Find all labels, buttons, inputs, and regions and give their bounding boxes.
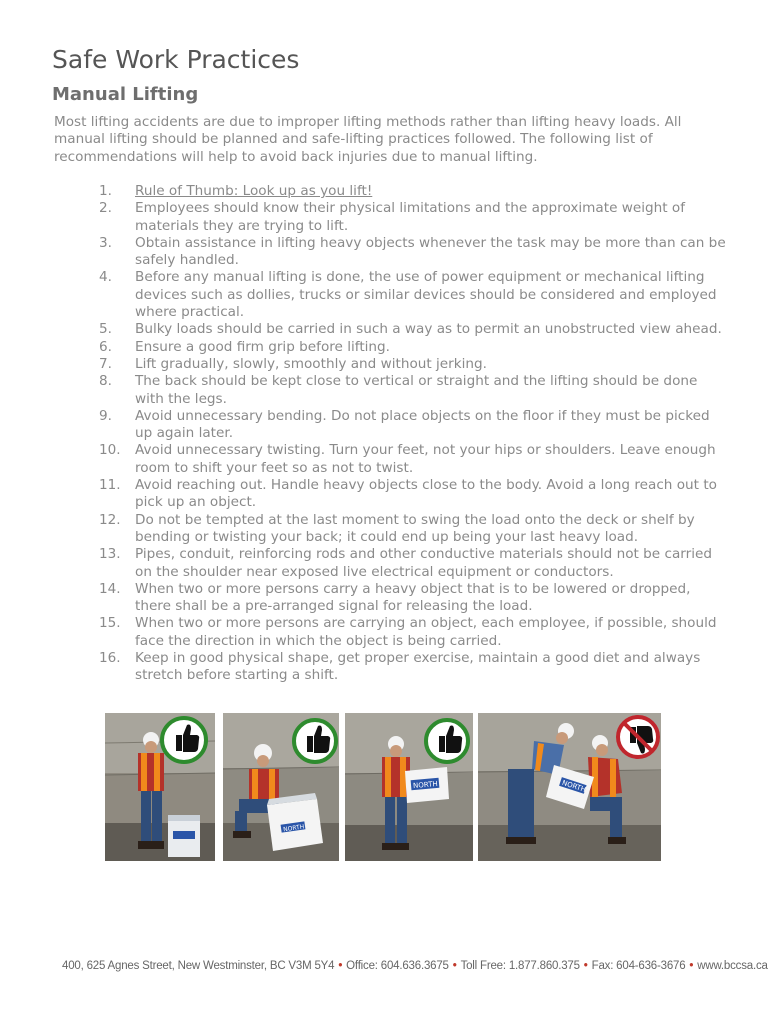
list-item xyxy=(96,408,726,443)
list-text: Ensure a good firm grip before lifting. xyxy=(135,338,391,355)
separator-bullet: • xyxy=(452,960,457,972)
footer-website[interactable]: www.bccsa.ca xyxy=(697,960,768,972)
separator-bullet: • xyxy=(338,960,343,972)
list-number: 1. xyxy=(99,183,112,199)
list-number: 4. xyxy=(99,269,112,286)
list-item xyxy=(96,321,726,338)
list-text: Bulky loads should be carried in such a way as to permit an unobstructed view ahead. xyxy=(135,321,722,338)
photo-carry-box xyxy=(345,713,473,861)
list-text: When two or more persons carry a heavy object that is to be lowered or dropped, there shall be a pre-arranged signal for releasing the load. xyxy=(135,580,691,615)
list-text: Avoid unnecessary twisting. Turn your feet, not your hips or shoulders. Leave enough room to shift your feet so as not to twist. xyxy=(135,442,716,476)
list-item xyxy=(96,373,726,408)
list-item xyxy=(96,235,726,270)
list-item xyxy=(96,269,726,321)
footer-tollfree: Toll Free: 1.877.860.375 xyxy=(460,960,580,972)
list-text: Keep in good physical shape, get proper exercise, maintain a good diet and always stretch before starting a shift. xyxy=(135,650,701,684)
list-number: 11. xyxy=(99,477,121,494)
list-text: Avoid reaching out. Handle heavy objects close to the body. Avoid a long reach out to pick up an object. xyxy=(135,477,717,511)
box-label: NORTH xyxy=(412,779,439,791)
list-text: Do not be tempted at the last moment to swing the load onto the deck or shelf by bending or twisting your back; it could end up being your last heavy load. xyxy=(135,511,695,545)
list-item xyxy=(96,615,726,650)
photo-stand-near-box xyxy=(105,713,215,861)
list-number: 13. xyxy=(99,546,121,563)
footer-address: 400, 625 Agnes Street, New Westminster, BC V3M 5Y4 xyxy=(62,960,335,972)
list-number: 5. xyxy=(99,321,112,338)
list-number: 2. xyxy=(99,200,112,217)
footer-office: Office: 604.636.3675 xyxy=(346,960,449,972)
list-text: Avoid unnecessary bending. Do not place objects on the floor if they must be picked up again later. xyxy=(135,407,710,442)
list-number: 14. xyxy=(99,580,121,597)
list-text: Obtain assistance in lifting heavy objects whenever the task may be more than can be safely handled. xyxy=(135,234,726,269)
list-text: The back should be kept close to vertical or straight and the lifting should be done with the legs. xyxy=(135,373,698,407)
list-number: 15. xyxy=(99,615,121,632)
box-label: NORTH xyxy=(282,823,305,834)
list-item xyxy=(96,442,726,477)
list-item xyxy=(96,512,726,547)
footer-fax: Fax: 604-636-3676 xyxy=(591,960,686,972)
list-text: Pipes, conduit, reinforcing rods and other conductive materials should not be carried on the shoulder near exposed live electrical equipment or conductors. xyxy=(135,546,712,580)
list-number: 3. xyxy=(99,234,112,251)
list-number: 12. xyxy=(99,511,121,528)
intro-paragraph: Most lifting accidents are due to improper lifting methods rather than lifting heavy loads. All manual lifting should be planned and safe-lifting practices followed. The following list of recommendations will help to avoid back injuries due to manual lifting. xyxy=(54,114,682,165)
list-item xyxy=(96,581,726,616)
page-title: Safe Work Practices xyxy=(52,45,300,74)
list-text: Employees should know their physical limitations and the approximate weight of materials they are trying to lift. xyxy=(135,200,686,234)
list-item xyxy=(96,650,726,685)
list-number: 9. xyxy=(99,407,112,424)
section-subtitle: Manual Lifting xyxy=(52,84,199,105)
photo-improper-lift xyxy=(478,713,661,861)
list-item xyxy=(96,200,726,235)
list-item xyxy=(96,183,726,200)
list-text: Lift gradually, slowly, smoothly and without jerking. xyxy=(135,355,487,372)
list-text: Before any manual lifting is done, the use of power equipment or mechanical lifting devices such as dollies, trucks or similar devices should be considered and employed where practical. xyxy=(135,269,717,321)
list-number: 6. xyxy=(99,338,112,355)
list-number: 10. xyxy=(99,442,121,459)
separator-bullet: • xyxy=(583,960,588,972)
list-text: When two or more persons are carrying an object, each employee, if possible, should face the direction in which the object is being carried. xyxy=(135,615,717,649)
list-number: 8. xyxy=(99,373,112,390)
rules-list xyxy=(96,183,726,685)
list-number: 7. xyxy=(99,355,112,372)
photo-squat-lift xyxy=(223,713,339,861)
list-text: Rule of Thumb: Look up as you lift! xyxy=(135,183,373,199)
list-number: 16. xyxy=(99,650,121,667)
list-item xyxy=(96,477,726,512)
list-item xyxy=(96,546,726,581)
box-label: NORTH xyxy=(560,778,587,794)
footer-contact xyxy=(62,960,768,972)
list-item xyxy=(96,339,726,356)
list-item xyxy=(96,356,726,373)
separator-bullet: • xyxy=(689,960,694,972)
